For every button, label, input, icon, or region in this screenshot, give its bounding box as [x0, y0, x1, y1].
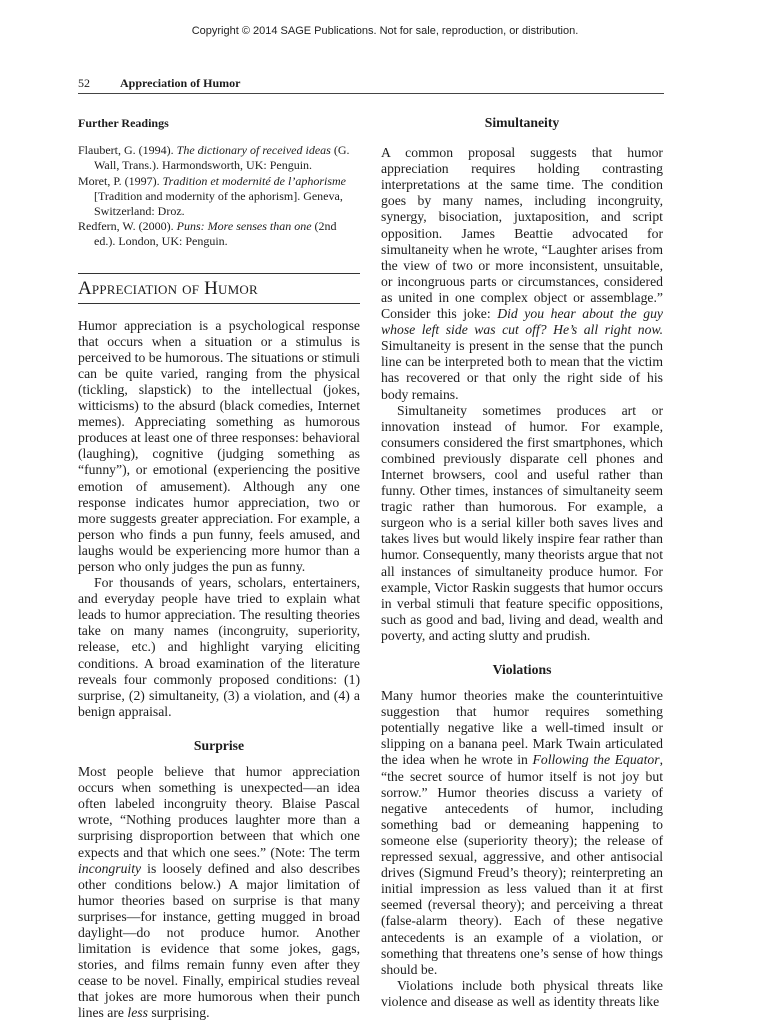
page-number: 52 — [78, 76, 90, 90]
intro-paragraph: Humor appreciation is a psychological response that occurs when a situation or a stimulus is perceived to be humorous. The situations or stimuli can be quite varied, ranging from the physical (tickling, slapstick) to the intellectual (jokes, witticisms) to the absurd (black comedies, Internet memes). Appreciating something as humorous produces at least one of three responses: behavioral (laughing), cognitive (judging something as “funny”), or emotional (experiencing the positive emotion of amusement). Although any one response indicates humor appreciation, two or more suggests greater appreciation. For example, a person who finds a pun funny, feels amused, and laughs would be experiencing more humor than a person who only judges the pun as funny. — [78, 317, 360, 575]
entry-title: Appreciation of Humor — [78, 273, 360, 304]
simultaneity-paragraph: A common proposal suggests that humor appreciation requires holding contrasting interpretations at the same time. The condition goes by many names, including incongruity, synergy, bisociation, juxtaposition, and script opposition. James Beattie advocated for simultaneity when he wrote, “Laughter arises from the view of two or more inconsistent, unsuitable, or incongruous parts or circumstances, considered as united in one complex object or assemblage.” Consider this joke: Did you hear about the guy whose left side was cut off? He’s all right now. Simultaneity is present in the sense that the punch line can be interpreted both to mean that the victim has recovered or that only the right side of his body remains. — [381, 145, 663, 402]
reference-item: Flaubert, G. (1994). The dictionary of received ideas (G. Wall, Trans.). Harmondsworth, UK: Penguin. — [78, 143, 350, 173]
running-head — [78, 76, 664, 94]
simultaneity-paragraph: Simultaneity sometimes produces art or innovation instead of humor. For example, consumers considered the first smartphones, which combined previously disparate cell phones and Internet browsers, cool and useful rather than funny. Other times, instances of simultaneity seem tragic rather than humorous. For example, a surgeon who is a serial killer both saves lives and takes lives but would likely inspire fear rather than humor. Consequently, many theorists argue that not all instances of simultaneity produce humor. For example, Victor Raskin suggests that humor occurs in verbal stimuli that feature specific oppositions, such as good and bad, living and dead, wealth and poverty, and acting slutty and prudish. — [381, 402, 663, 643]
further-readings-heading: Further Readings — [78, 116, 169, 130]
left-column — [78, 110, 360, 1022]
violations-paragraph: Violations include both physical threats like violence and disease as well as identity threats like — [381, 977, 663, 1009]
surprise-paragraph: Most people believe that humor appreciation occurs when something is unexpected—an idea often labeled incongruity theory. Blaise Pascal wrote, “Nothing produces laughter more than a surprising disproportion between that which one expects and that which one sees.” (Note: The term incongruity is loosely defined and also describes other conditions below.) A major limitation of humor theories based on surprise is that many surprises—for instance, getting mugged in broad daylight—do not produce humor. Another limitation is evidence that some jokes, gags, stories, and films remain funny even after they cease to be novel. Finally, empirical studies reveal that jokes are more humorous when their punch lines are less surprising. — [78, 764, 360, 1021]
violations-paragraph: Many humor theories make the counterintuitive suggestion that humor requires something potentially negative like a well-timed insult or slipping on a banana peel. Mark Twain articulated the idea when he wrote in Following the Equator, “the secret source of humor itself is not joy but sorrow.” Humor theories discuss a variety of negative antecedents of humor, including something bad or demeaning happening to someone else (superiority theory); the release of repressed sexual, aggressive, and other antisocial drives (Sigmund Freud’s theory); reinterpreting an initial impression as less valued than it at first seemed (reversal theory); and perceiving a threat (false-alarm theory). Each of these negative antecedents is an example of a violation, or something that threatens one’s sense of how things should be. — [381, 688, 663, 977]
reference-list — [78, 143, 360, 249]
section-heading-surprise: Surprise — [193, 737, 245, 753]
intro-paragraph: For thousands of years, scholars, entertainers, and everyday people have tried to explain what leads to humor appreciation. The resulting theories take on many names (incongruity, superiority, release, etc.) and highlight varying eliciting conditions. A broad examination of the literature reveals four commonly proposed conditions: (1) surprise, (2) simultaneity, (3) a violation, and (4) a benign appraisal. — [78, 575, 360, 719]
section-heading-violations: Violations — [492, 662, 552, 677]
reference-item: Redfern, W. (2000). Puns: More senses than one (2nd ed.). London, UK: Penguin. — [78, 219, 337, 249]
copyright-notice: Copyright © 2014 SAGE Publications. Not for sale, reproduction, or distribution. — [191, 25, 579, 37]
reference-item: Moret, P. (1997). Tradition et modernité de l’aphorisme [Tradition and modernity of the aphorism]. Geneva, Switzerland: Droz. — [78, 173, 346, 218]
right-column — [381, 110, 663, 1010]
section-heading-simultaneity: Simultaneity — [484, 115, 560, 130]
running-title: Appreciation of Humor — [120, 76, 241, 90]
